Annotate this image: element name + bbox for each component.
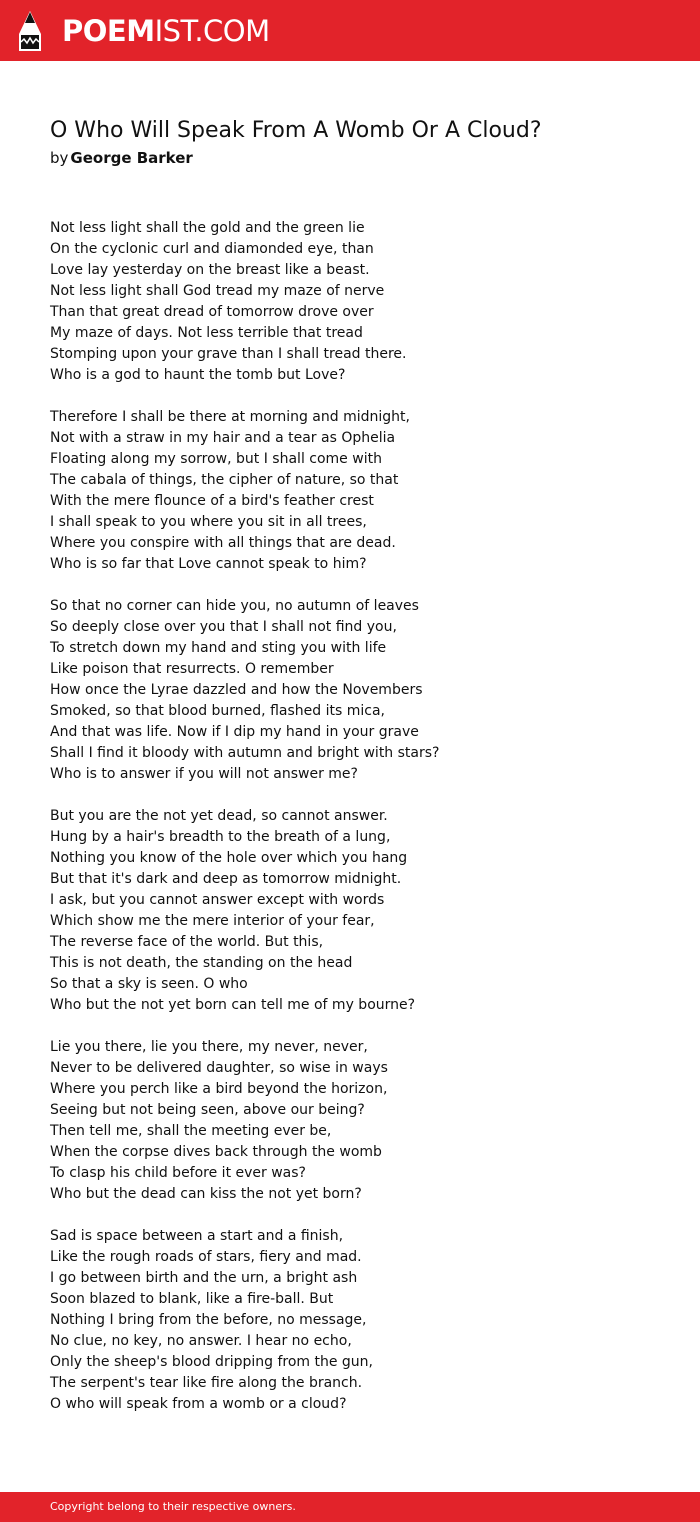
poem-title: O Who Will Speak From A Womb Or A Cloud?: [50, 118, 542, 143]
poem-line: Sad is space between a start and a finish,: [50, 1228, 344, 1244]
poem-line: The serpent's tear like fire along the branch.: [50, 1375, 363, 1391]
poem-line: Love lay yesterday on the breast like a beast.: [50, 262, 370, 278]
poem-stanza: [50, 1037, 670, 1205]
logo-text-light: IST.COM: [154, 14, 270, 48]
pencil-icon: [18, 10, 42, 52]
poem-line: So that a sky is seen. O who: [50, 976, 248, 992]
poem-line: O who will speak from a womb or a cloud?: [50, 1396, 347, 1412]
poem-line: Where you conspire with all things that are dead.: [50, 535, 396, 551]
poem-line: Then tell me, shall the meeting ever be,: [50, 1123, 332, 1139]
poem-line: Shall I find it bloody with autumn and bright with stars?: [50, 745, 440, 761]
poem-line: Who but the dead can kiss the not yet born?: [50, 1186, 362, 1202]
poem-line: With the mere flounce of a bird's feather crest: [50, 493, 374, 509]
poem-line: Which show me the mere interior of your fear,: [50, 913, 375, 929]
poem-line: Who is to answer if you will not answer me?: [50, 766, 358, 782]
poem-line: My maze of days. Not less terrible that tread: [50, 325, 363, 341]
poem-line: Lie you there, lie you there, my never, never,: [50, 1039, 368, 1055]
poem-line: Not with a straw in my hair and a tear as Ophelia: [50, 430, 396, 446]
poem-line: I go between birth and the urn, a bright ash: [50, 1270, 358, 1286]
poem-stanza: [50, 1226, 670, 1415]
poem-body: [50, 218, 670, 1436]
site-footer: [0, 1492, 700, 1522]
poem-line: How once the Lyrae dazzled and how the Novembers: [50, 682, 423, 698]
poem-line: Who but the not yet born can tell me of my bourne?: [50, 997, 416, 1013]
copyright-text: Copyright belong to their respective owners.: [50, 1500, 296, 1513]
poem-line: To stretch down my hand and sting you with life: [50, 640, 387, 656]
poem-line: Who is so far that Love cannot speak to him?: [50, 556, 367, 572]
poem-line: So that no corner can hide you, no autumn of leaves: [50, 598, 419, 614]
poem-stanza: [50, 596, 670, 785]
poem-line: Than that great dread of tomorrow drove over: [50, 304, 374, 320]
poem-stanza: [50, 806, 670, 1016]
poem-stanza: [50, 407, 670, 575]
poem-line: When the corpse dives back through the womb: [50, 1144, 382, 1160]
poem-line: Like the rough roads of stars, fiery and mad.: [50, 1249, 362, 1265]
logo-text-bold: POEM: [62, 14, 155, 48]
poem-line: Stomping upon your grave than I shall tread there.: [50, 346, 407, 362]
poem-line: To clasp his child before it ever was?: [50, 1165, 306, 1181]
poem-line: But that it's dark and deep as tomorrow midnight.: [50, 871, 402, 887]
poem-line: Not less light shall God tread my maze of nerve: [50, 283, 385, 299]
author-name: George Barker: [70, 149, 193, 167]
poem-stanza: [50, 218, 670, 386]
poem-line: The cabala of things, the cipher of nature, so that: [50, 472, 399, 488]
poem-line: Only the sheep's blood dripping from the gun,: [50, 1354, 374, 1370]
poem-line: Nothing I bring from the before, no message,: [50, 1312, 367, 1328]
poem-line: Who is a god to haunt the tomb but Love?: [50, 367, 346, 383]
poem-line: The reverse face of the world. But this,: [50, 934, 324, 950]
site-logo-text: [62, 10, 270, 52]
poem-line: Hung by a hair's breadth to the breath of a lung,: [50, 829, 391, 845]
poem-line: No clue, no key, no answer. I hear no echo,: [50, 1333, 352, 1349]
poem-line: On the cyclonic curl and diamonded eye, than: [50, 241, 374, 257]
poem-line: Where you perch like a bird beyond the horizon,: [50, 1081, 388, 1097]
poem-line: Soon blazed to blank, like a fire-ball. But: [50, 1291, 334, 1307]
site-logo-link[interactable]: [18, 10, 270, 52]
poem-line: Smoked, so that blood burned, flashed its mica,: [50, 703, 385, 719]
poem-line: But you are the not yet dead, so cannot answer.: [50, 808, 388, 824]
poem-line: Therefore I shall be there at morning and midnight,: [50, 409, 410, 425]
poem-line: Never to be delivered daughter, so wise in ways: [50, 1060, 388, 1076]
poem-line: So deeply close over you that I shall not find you,: [50, 619, 397, 635]
poem-line: Not less light shall the gold and the green lie: [50, 220, 365, 236]
poem-byline: [50, 148, 193, 169]
site-header: [0, 0, 700, 61]
poem-line: Floating along my sorrow, but I shall come with: [50, 451, 382, 467]
poem-line: And that was life. Now if I dip my hand in your grave: [50, 724, 419, 740]
poem-line: I ask, but you cannot answer except with words: [50, 892, 385, 908]
by-label: by: [50, 149, 69, 167]
poem-line: Nothing you know of the hole over which you hang: [50, 850, 408, 866]
poem-line: I shall speak to you where you sit in all trees,: [50, 514, 367, 530]
poem-line: Like poison that resurrects. O remember: [50, 661, 334, 677]
poem-line: This is not death, the standing on the head: [50, 955, 353, 971]
poem-line: Seeing but not being seen, above our being?: [50, 1102, 365, 1118]
